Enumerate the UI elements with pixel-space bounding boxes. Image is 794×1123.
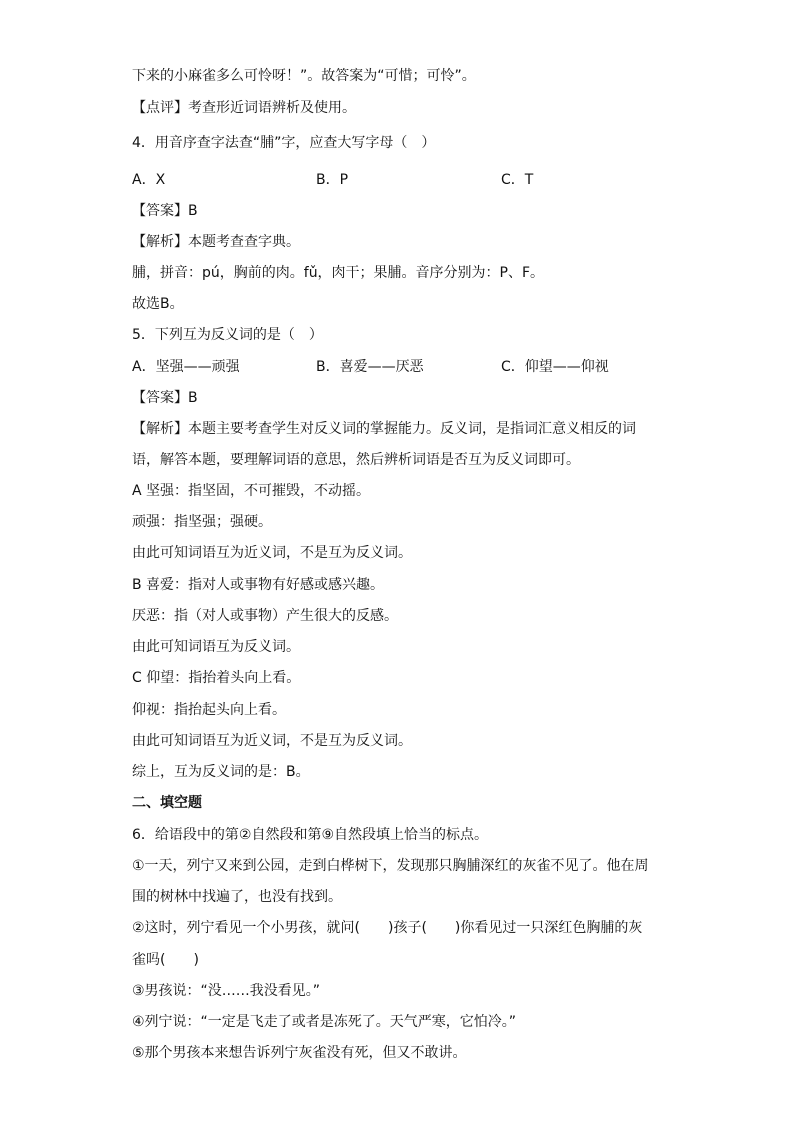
text-line: B 喜爱：指对人或事物有好感或感兴趣。 xyxy=(132,577,385,593)
text-line: 雀吗( ) xyxy=(132,952,199,968)
text-line: ④列宁说：“一定是飞走了或者是冻死了。天气严寒，它怕冷。” xyxy=(132,1014,517,1030)
text-line: 由此可知词语互为反义词。 xyxy=(132,639,300,655)
answer-line: 【答案】B xyxy=(132,203,198,219)
question-6: 6．给语段中的第②自然段和第⑨自然段填上恰当的标点。 xyxy=(132,827,489,843)
q4-option-c: C．T xyxy=(501,172,534,188)
text-line: ①一天，列宁又来到公园，走到白桦树下，发现那只胸脯深红的灰雀不见了。他在周 xyxy=(132,858,649,874)
text-line: 故选B。 xyxy=(132,296,184,312)
text-line: ⑤那个男孩本来想告诉列宁灰雀没有死，但又不敢讲。 xyxy=(132,1045,467,1061)
question-4: 4．用音序查字法查“脯”字，应查大写字母（ ） xyxy=(132,135,436,151)
q5-option-c: C．仰望——仰视 xyxy=(501,359,609,375)
answer-line: 【答案】B xyxy=(132,390,198,406)
text-line: 【点评】考查形近词语辨析及使用。 xyxy=(132,100,356,116)
analysis-line: 【解析】本题考查查字典。 xyxy=(132,234,300,250)
text-line: 仰视：指抬起头向上看。 xyxy=(132,702,286,718)
text-line: 由此可知词语互为近义词，不是互为反义词。 xyxy=(132,733,412,749)
analysis-line: 【解析】本题主要考查学生对反义词的掌握能力。反义词，是指词汇意义相反的词 xyxy=(132,421,636,437)
text-line: ③男孩说：“没……我没看见。” xyxy=(132,983,321,999)
text-line: ②这时，列宁看见一个小男孩，就问( )孩子( )你看见过一只深红色胸脯的灰 xyxy=(132,920,643,936)
text-line: 脯，拼音：pú，胸前的肉。fǔ，肉干；果脯。音序分别为：P、F。 xyxy=(132,265,545,281)
section-heading: 二、填空题 xyxy=(132,795,202,811)
text-line: 下来的小麻雀多么可怜呀！”。故答案为“可惜；可怜”。 xyxy=(132,68,476,84)
q4-option-a: A．X xyxy=(132,172,166,188)
text-line: 语，解答本题，要理解词语的意思，然后辨析词语是否互为反义词即可。 xyxy=(132,452,580,468)
text-line: 顽强：指坚强；强硬。 xyxy=(132,514,272,530)
text-line: 由此可知词语互为近义词，不是互为反义词。 xyxy=(132,545,412,561)
q5-option-a: A．坚强——顽强 xyxy=(132,359,240,375)
q4-option-b: B．P xyxy=(316,172,349,188)
q5-option-b: B．喜爱——厌恶 xyxy=(316,359,424,375)
text-line: 厌恶：指（对人或事物）产生很大的反感。 xyxy=(132,608,398,624)
text-line: C 仰望：指抬着头向上看。 xyxy=(132,670,301,686)
text-line: 围的树林中找遍了，也没有找到。 xyxy=(132,889,342,905)
question-5: 5．下列互为反义词的是（ ） xyxy=(132,327,323,343)
text-line: A 坚强：指坚固，不可摧毁，不动摇。 xyxy=(132,483,371,499)
text-line: 综上，互为反义词的是：B。 xyxy=(132,764,310,780)
